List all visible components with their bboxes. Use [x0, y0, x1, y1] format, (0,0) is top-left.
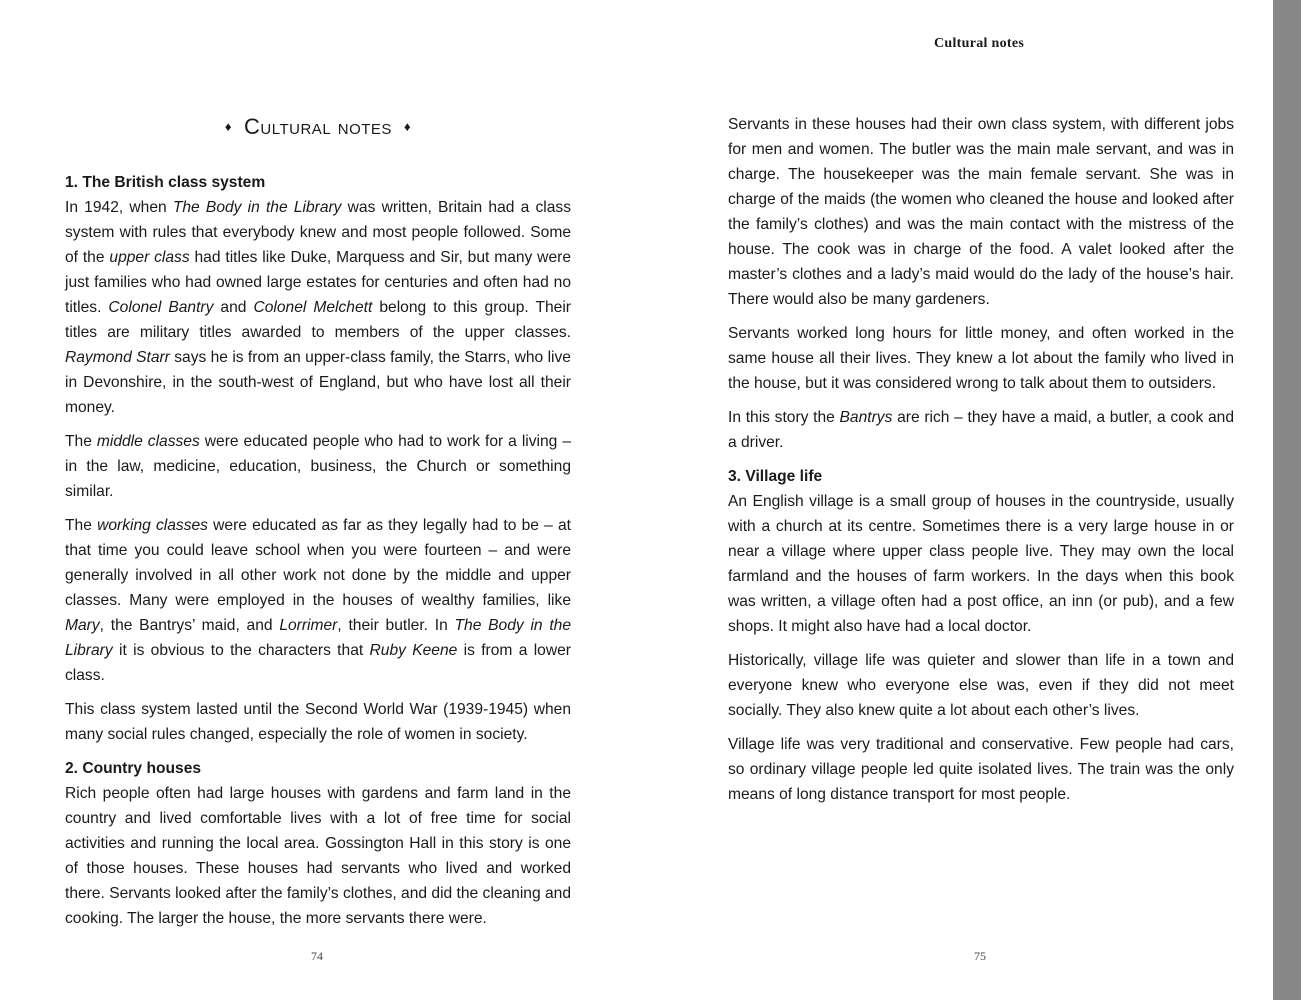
paragraph [65, 429, 571, 504]
section-heading: 2. Country houses [65, 760, 202, 777]
text-run: had titles like Duke, Marquess and Sir, but many were just families who had owned large estates for centuries and often had no titles. [65, 249, 571, 316]
italic-text: Bantrys [839, 409, 893, 426]
italic-text: upper class [109, 249, 190, 266]
paragraph [728, 112, 1234, 312]
running-head: Cultural notes [934, 36, 1025, 51]
text-run: , their butler. In [337, 617, 455, 634]
italic-text: The Body in the Library [172, 199, 342, 216]
text-run: This class system lasted until the Second World War (1939-1945) when many social rules changed, especially the role of women in society. [65, 701, 571, 743]
paragraph [65, 195, 571, 420]
italic-text: middle classes [96, 433, 200, 450]
left-page [65, 0, 571, 1000]
text-run: Historically, village life was quieter and slower than life in a town and everyone knew who everyone else was, even if they did not meet socially. They also knew quite a lot about each other’s lives. [728, 652, 1234, 719]
italic-text: Raymond Starr [65, 349, 170, 366]
diamond-ornament-icon: ♦ [403, 119, 412, 134]
chapter-title [65, 114, 571, 140]
text-run: says he is from an upper-class family, the Starrs, who live in Devonshire, in the south-west of England, but who have lost all their money. [65, 349, 571, 416]
italic-text: Ruby Keene [369, 642, 458, 659]
text-run: is from a lower class. [65, 642, 571, 684]
text-run: , the Bantrys’ maid, and [99, 617, 280, 634]
italic-text: Colonel Bantry [108, 299, 214, 316]
text-run: Servants worked long hours for little money, and often worked in the same house all their lives. They knew a lot about the family who lived in the house, but it was considered wrong to talk about them to outsiders. [728, 325, 1234, 392]
page-number: 75 [974, 949, 986, 963]
text-run: In this story the [728, 409, 840, 426]
text-run: The [65, 517, 98, 534]
italic-text: Lorrimer [279, 617, 338, 634]
paragraph [65, 697, 571, 747]
text-run: An English village is a small group of houses in the countryside, usually with a church at its centre. Sometimes there is a very large house in or near a village where upper class people live. They may own the local farmland and the houses of farm workers. In the days when this book was written, a village often had a post office, an inn (or pub), and a few shops. It might also have had a local doctor. [728, 493, 1234, 635]
text-run: was written, Britain had a class system with rules that everybody knew and most people followed. Some of the [65, 199, 571, 266]
paragraph [728, 321, 1234, 396]
section-heading: 1. The British class system [65, 174, 266, 191]
paragraph [728, 489, 1234, 639]
text-run: Rich people often had large houses with gardens and farm land in the country and lived comfortable lives with a lot of free time for social activities and running the local area. Gossington Hall in this story is one of those houses. These houses had servants who lived and worked there. Servants looked after the family’s clothes, and did the cleaning and cooking. The larger the house, the more servants there were. [65, 785, 571, 927]
text-run: The [65, 433, 97, 450]
text-run: and [213, 299, 254, 316]
scrollbar[interactable] [1273, 0, 1301, 1000]
section-heading: 3. Village life [728, 468, 823, 485]
text-run: were educated people who had to work for a living – in the law, medicine, education, business, the Church or something similar. [65, 433, 572, 500]
page-number: 74 [311, 949, 323, 963]
chapter-title-text: Cultural notes [244, 114, 392, 139]
right-page [728, 0, 1234, 1000]
paragraph [728, 405, 1234, 455]
italic-text: working classes [97, 517, 208, 534]
diamond-ornament-icon: ♦ [224, 119, 233, 134]
italic-text: The Body in the Library [65, 617, 572, 659]
paragraph [728, 732, 1234, 807]
text-run: were educated as far as they legally had to be – at that time you could leave school when you were fourteen – and were generally involved in all other work not done by the middle and upper classes. Many were employed in the houses of wealthy families, like [65, 517, 572, 609]
italic-text: Colonel Melchett [253, 299, 373, 316]
paragraph [65, 781, 571, 931]
right-page-body [728, 112, 1234, 816]
text-run: Servants in these houses had their own class system, with different jobs for men and women. The butler was the main male servant, and was in charge. The housekeeper was the main female servant. She was in charge of the maids (the women who cleaned the house and looked after the family’s clothes) and was the main contact with the mistress of the house. The cook was in charge of the food. A valet looked after the master’s clothes and a lady’s maid would do the lady of the house’s hair. There would also be many gardeners. [728, 116, 1234, 308]
text-run: In 1942, when [65, 199, 173, 216]
paragraph [728, 648, 1234, 723]
text-run: are rich – they have a maid, a butler, a cook and a driver. [728, 409, 1234, 451]
left-page-body [65, 170, 571, 940]
text-run: Village life was very traditional and conservative. Few people had cars, so ordinary village people led quite isolated lives. The train was the only means of long distance transport for most people. [728, 736, 1234, 803]
italic-text: Mary [65, 617, 100, 634]
paragraph [65, 513, 571, 688]
text-run: belong to this group. Their titles are military titles awarded to members of the upper classes. [65, 299, 572, 341]
text-run: it is obvious to the characters that [112, 642, 370, 659]
